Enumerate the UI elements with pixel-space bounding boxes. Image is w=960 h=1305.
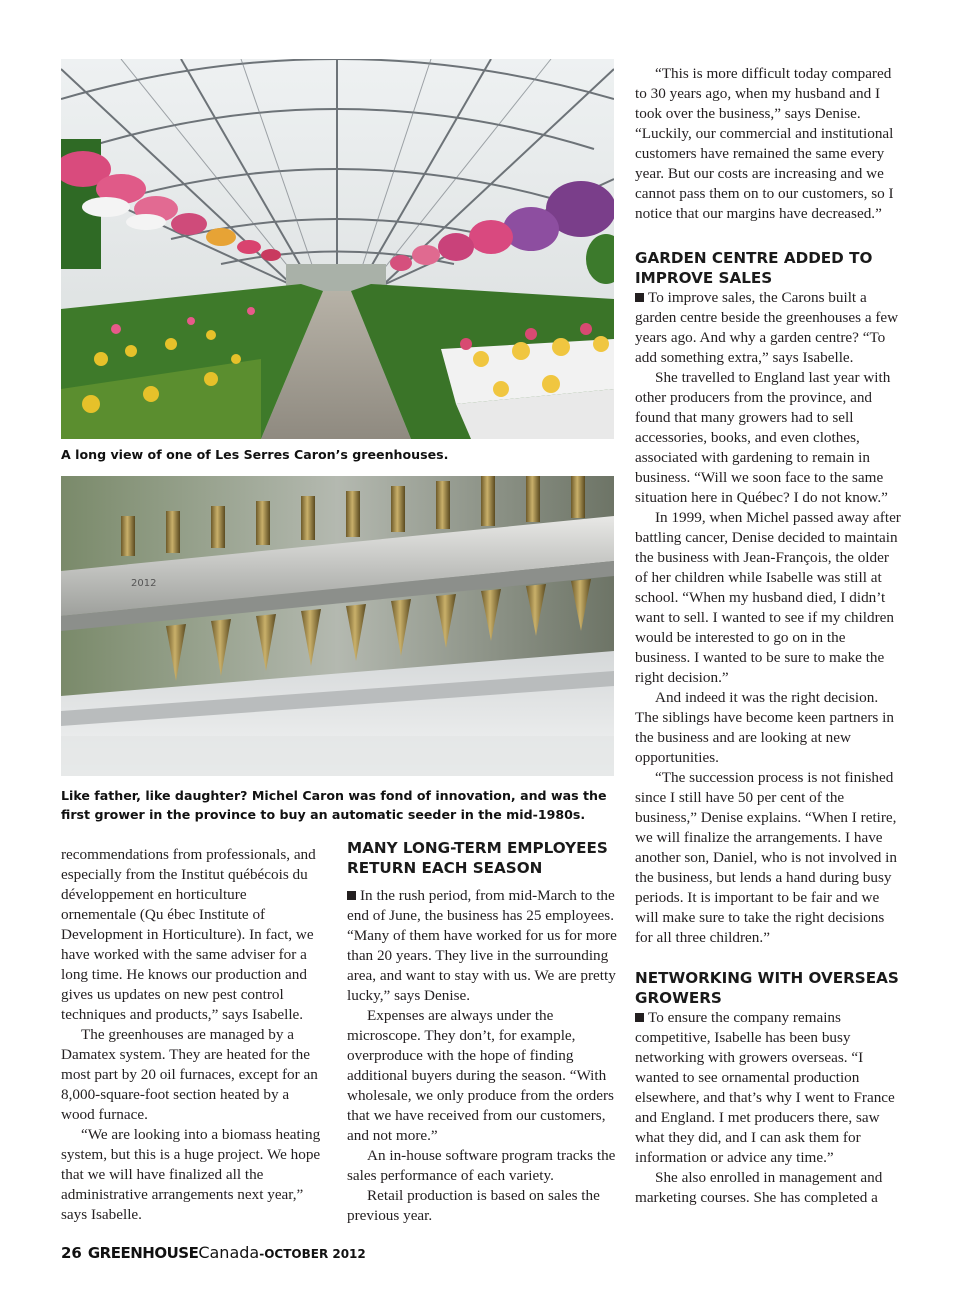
photo1-caption: A long view of one of Les Serres Caron’s greenhouses. xyxy=(61,447,449,462)
paragraph: She also enrolled in management and marketing courses. She has completed a xyxy=(635,1169,883,1206)
section-bullet-icon xyxy=(635,1013,644,1022)
paragraph: An in-house software program tracks the sales performance of each variety. xyxy=(347,1147,616,1184)
paragraph xyxy=(347,886,617,1006)
paragraph: “The succession process is not finished since I still have 50 per cent of the business,” Denise explains. “When I retire, we will finalize the arrangements. I have another son, Daniel, who is not involved in the business, but lends a hand during busy periods. It is important to be fair and we will make sure to take the right decisions for all three children.” xyxy=(635,769,897,946)
greenhouse-photo xyxy=(61,59,614,439)
paragraph: And indeed it was the right decision. The siblings have become keen partners in the business and are looking at new opportunities. xyxy=(635,689,894,766)
paragraph: In 1999, when Michel passed away after battling cancer, Denise decided to maintain the business with Jean-François, the older of her children while Isabelle was still at school. “When my husband died, I didn’t want to sell. I wanted to see if my children would be interested to go on in the business. I wanted to be sure to make the right decision.” xyxy=(635,509,901,686)
paragraph-text: To improve sales, the Carons built a garden centre beside the greenhouses a few years ago. And why a garden centre? “To add something extra,” says Isabelle. xyxy=(635,289,899,366)
section-heading: MANY LONG-TERM EMPLOYEES RETURN EACH SEASON xyxy=(347,839,608,877)
magazine-name-light: Canada xyxy=(198,1243,260,1262)
paragraph: The greenhouses are managed by a Damatex system. They are heated for the most part by 20 oil furnaces, except for an 8,000-square-foot section heated by a wood furnace. xyxy=(61,1026,318,1123)
paragraph: “We are looking into a biomass heating system, but this is a huge project. We hope that we will have finalized all the administrative arrangements next year,” says Isabelle. xyxy=(61,1126,321,1223)
paragraph xyxy=(635,288,902,368)
paragraph: Retail production is based on sales the previous year. xyxy=(347,1187,600,1224)
paragraph: “This is more difficult today compared to 30 years ago, when my husband and I took over the business,” says Denise. “Luckily, our commercial and institutional customers have remained the same every year. But our costs are increasing and we cannot pass them on to our customers, so I notice that our margins have decreased.” xyxy=(635,65,894,222)
magazine-name-bold: GREENHOUSE xyxy=(87,1244,199,1262)
photo2-caption: Like father, like daughter? Michel Caron was fond of innovation, and was the first grower in the province to buy an automatic seeder in the mid-1980s. xyxy=(61,788,607,822)
paragraph-text: To ensure the company remains competitive, Isabelle has been busy networking with growers overseas. “I wanted to see ornamental production elsewhere, and that’s why I went to France and England. I met producers there, saw what they did, and I can ask them for information or advice any time.” xyxy=(635,1009,895,1166)
page-footer xyxy=(61,1243,366,1262)
issue-date: -OCTOBER 2012 xyxy=(259,1247,366,1261)
paragraph: recommendations from professionals, and especially from the Institut québécois du développement en horticulture ornementale (Qu ébec Institute of Development in Horticulture). In fact, we have worked with the same adviser for a long time. He knows our production and gives us updates on new pest control techniques and products,” says Isabelle. xyxy=(61,846,316,1023)
section-heading: NETWORKING WITH OVERSEAS GROWERS xyxy=(635,969,899,1007)
article-column-3 xyxy=(635,64,902,1208)
page-number: 26 xyxy=(61,1244,82,1262)
seeder-photo xyxy=(61,476,614,776)
section-bullet-icon xyxy=(635,293,644,302)
article-column-2 xyxy=(347,838,617,1226)
paragraph-text: In the rush period, from mid-March to the end of June, the business has 25 employees. “Many of them have worked for us for more than 20 years. They live in the surrounding area, and want to stay with us. We are pretty lucky,” says Denise. xyxy=(347,887,617,1004)
paragraph xyxy=(635,1008,902,1168)
bar-stamp-text: 2012 xyxy=(131,578,157,589)
article-column-1 xyxy=(61,845,323,1225)
section-bullet-icon xyxy=(347,891,356,900)
section-heading: GARDEN CENTRE ADDED TO IMPROVE SALES xyxy=(635,249,873,287)
paragraph: Expenses are always under the microscope. They don’t, for example, overproduce with the hope of finding additional buyers during the season. “With wholesale, we only produce from the orders that we have received from our customers, and not more.” xyxy=(347,1007,614,1144)
paragraph: She travelled to England last year with other producers from the province, and found that many growers had to sell accessories, books, and even clothes, associated with gardening to remain in business. “Will we soon face to the same situation here in Québec? I do not know.” xyxy=(635,369,891,506)
